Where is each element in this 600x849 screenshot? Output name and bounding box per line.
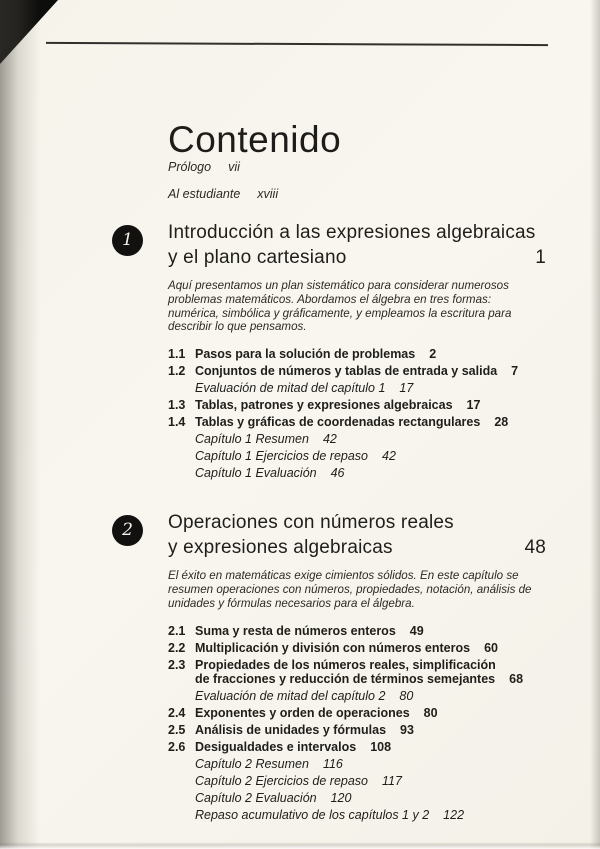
front-matter-item — [168, 187, 278, 201]
entry-title: Multiplicación y división con números enteros — [195, 640, 471, 655]
chapter-number: 1 — [122, 230, 133, 250]
entry-page-number: 108 — [370, 739, 392, 754]
entry-page-number: 46 — [330, 466, 345, 481]
front-matter-label: Prólogo — [168, 160, 212, 174]
header-rule — [46, 42, 548, 46]
chapter-number-badge — [112, 225, 143, 256]
entry-page-number: 80 — [423, 705, 438, 720]
toc-section-entry — [168, 364, 546, 378]
entry-page-number: 42 — [382, 449, 396, 464]
chapter-title-text: Introducción a las expresiones algebraicas — [168, 222, 536, 243]
front-matter-item — [168, 160, 278, 174]
entry-title: Capítulo 2 Ejercicios de repaso — [195, 773, 369, 788]
entry-number: 1.3 — [168, 398, 186, 413]
toc-sub-entry — [168, 791, 546, 805]
entry-title: Evaluación de mitad del capítulo 1 — [195, 381, 386, 396]
toc-sub-entry — [168, 774, 546, 788]
chapter-entries — [168, 624, 546, 822]
entry-title: Conjuntos de números y tablas de entrada y salida — [195, 364, 498, 379]
front-matter-label: Al estudiante — [168, 187, 241, 201]
entry-page-number: 17 — [399, 381, 414, 396]
entry-number: 2.2 — [168, 640, 186, 655]
chapter-page-number: 48 — [524, 536, 546, 558]
toc-sub-entry — [168, 757, 546, 771]
page-title: Contenido — [168, 118, 342, 160]
entry-page-number: 60 — [484, 640, 498, 655]
entry-title: Repaso acumulativo de los capítulos 1 y 2 — [195, 807, 430, 822]
entry-title: Desigualdades e intervalos — [195, 739, 357, 754]
chapter-title-line — [168, 221, 546, 246]
entry-page-number: 117 — [382, 773, 402, 788]
entry-title: Capítulo 1 Evaluación — [195, 466, 317, 481]
entry-title: Capítulo 2 Evaluación — [195, 790, 317, 805]
entry-title: Tablas y gráficas de coordenadas rectangulares — [195, 415, 481, 430]
chapter-title-line — [168, 536, 546, 561]
front-matter-page-number: xviii — [257, 187, 279, 201]
toc-sub-entry — [168, 808, 546, 822]
entry-number: 1.1 — [168, 347, 186, 362]
toc-sub-entry — [168, 381, 546, 395]
chapter-description: Aquí presentamos un plan sistemático para considerar numerosos problemas matemáticos. Abordamos el álgebra en tres formas: numérica, simbólica y gráficamente, y empleamos la escritura para describir lo que pensamos. — [168, 279, 512, 334]
chapter-header — [122, 221, 546, 270]
toc-sub-entry — [168, 466, 546, 480]
scan-corner-artifact — [0, 0, 58, 64]
entry-page-number: 122 — [443, 807, 465, 822]
entry-title: Capítulo 1 Ejercicios de repaso — [195, 449, 369, 464]
entry-page-number: 80 — [399, 688, 414, 703]
chapter-title-text: y expresiones algebraicas — [168, 536, 393, 558]
chapter-number: 2 — [122, 520, 133, 541]
front-matter-page-number: vii — [228, 160, 240, 174]
scan-left-edge-shadow — [0, 0, 40, 849]
entry-page-number: 17 — [466, 398, 481, 413]
toc-section-entry — [168, 658, 546, 686]
chapter-block-1 — [122, 221, 546, 481]
entry-page-number: 93 — [400, 722, 414, 737]
entry-number: 1.4 — [168, 415, 186, 430]
chapter-title-text: y el plano cartesiano — [168, 246, 347, 268]
toc-sub-entry — [168, 689, 546, 703]
toc-section-entry — [168, 740, 546, 754]
toc-section-entry — [168, 641, 546, 655]
chapter-title-text: Operaciones con números reales — [168, 512, 454, 534]
entry-page-number: 68 — [509, 671, 524, 686]
entry-title: Capítulo 1 Resumen — [195, 432, 309, 447]
toc-sub-entry — [168, 432, 546, 446]
chapters-list — [122, 221, 546, 825]
entry-number: 2.4 — [168, 705, 186, 720]
toc-sub-entry — [168, 449, 546, 463]
chapter-entries — [168, 347, 546, 480]
entry-title: Análisis de unidades y fórmulas — [195, 722, 387, 737]
chapter-block-2 — [122, 511, 546, 822]
toc-section-entry — [168, 624, 546, 638]
toc-section-entry — [168, 706, 546, 720]
chapter-title-line — [168, 246, 546, 271]
entry-page-number: 7 — [511, 364, 519, 379]
entry-title: Suma y resta de números enteros — [195, 623, 396, 638]
chapter-title-line — [168, 511, 546, 536]
entry-page-number: 28 — [494, 415, 509, 430]
front-matter-list — [168, 160, 278, 214]
toc-section-entry — [168, 347, 546, 361]
chapter-description: El éxito en matemáticas exige cimientos sólidos. En este capítulo se resumen operaciones con números, propiedades, notación, análisis de unidades y fórmulas necesarios para el álgebra. — [168, 569, 532, 610]
entry-title: Capítulo 2 Resumen — [195, 756, 309, 771]
entry-page-number: 2 — [429, 347, 437, 362]
entry-number: 2.5 — [168, 722, 186, 737]
chapter-title — [168, 221, 546, 270]
entry-page-number: 42 — [322, 432, 337, 447]
entry-page-number: 49 — [409, 623, 424, 638]
scan-bottom-edge-shadow — [0, 842, 600, 849]
chapter-header — [122, 511, 546, 560]
entry-number: 1.2 — [168, 364, 186, 379]
entry-title: Propiedades de los números reales, simplificación de fracciones y reducción de términos semejantes — [195, 657, 496, 686]
entry-title: Evaluación de mitad del capítulo 2 — [195, 688, 386, 703]
entry-title: Pasos para la solución de problemas — [195, 347, 416, 362]
chapter-page-number: 1 — [535, 246, 546, 268]
toc-section-entry — [168, 723, 546, 737]
toc-section-entry — [168, 398, 546, 412]
entry-number: 2.6 — [168, 739, 186, 754]
entry-number: 2.3 — [168, 657, 186, 672]
chapter-number-badge — [112, 515, 143, 546]
chapter-title — [168, 511, 546, 560]
entry-page-number: 116 — [322, 756, 343, 771]
entry-page-number: 120 — [330, 790, 352, 805]
toc-section-entry — [168, 415, 546, 429]
entry-title: Exponentes y orden de operaciones — [195, 705, 410, 720]
entry-title: Tablas, patrones y expresiones algebraicas — [195, 398, 453, 413]
scan-right-edge-shadow — [590, 0, 600, 849]
entry-number: 2.1 — [168, 623, 186, 638]
